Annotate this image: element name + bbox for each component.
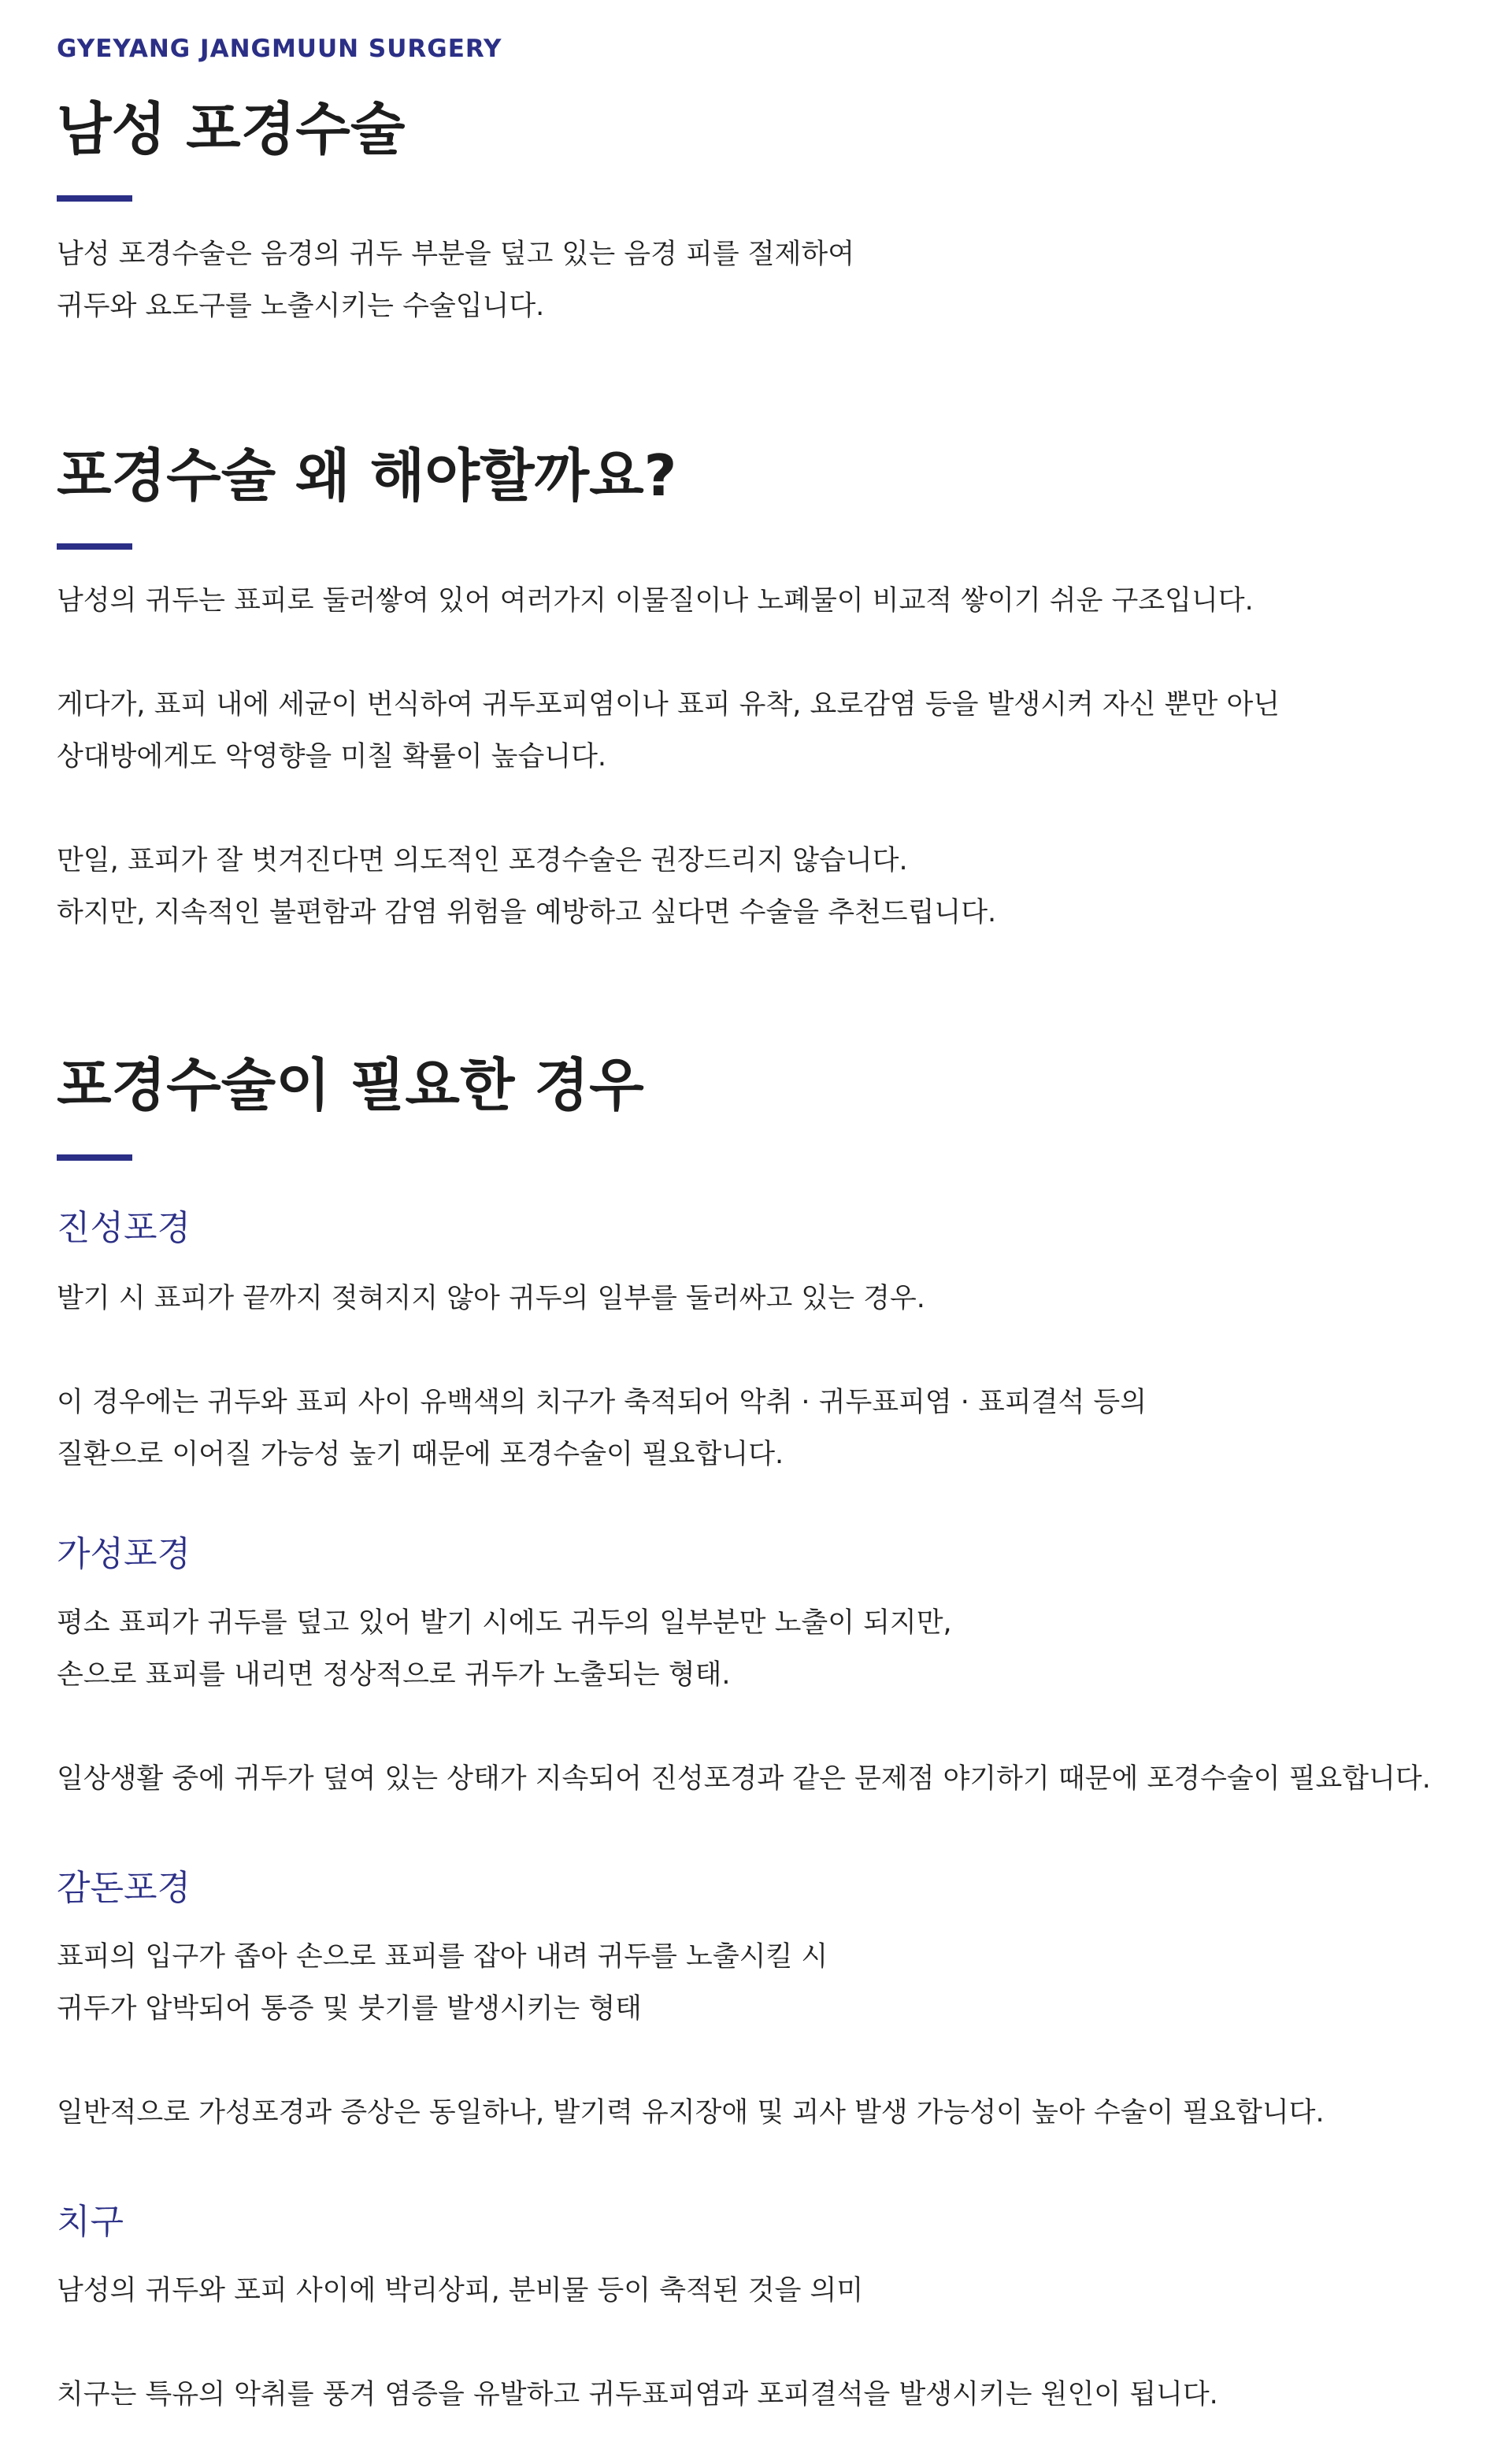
case1-paragraph-1 [57, 1273, 925, 1325]
section-title-why: 포경수술 왜 해야할까요? [57, 443, 677, 509]
text-line: 평소 표피가 귀두를 덮고 있어 발기 시에도 귀두의 일부분만 노출이 되지만, [57, 1607, 952, 1639]
section-title-male-circumcision: 남성 포경수술 [57, 96, 406, 162]
text-line: 남성 포경수술은 음경의 귀두 부분을 덮고 있는 음경 피를 절제하여 [57, 239, 855, 270]
case3-paragraph-2 [57, 2087, 1325, 2139]
case2-paragraph-1 [57, 1597, 952, 1701]
text-line: 귀두가 압박되어 통증 및 붓기를 발생시키는 형태 [57, 1993, 642, 2025]
text-line: 하지만, 지속적인 불편함과 감염 위험을 예방하고 싶다면 수술을 추천드립니다. [57, 897, 997, 928]
section-title-cases: 포경수술이 필요한 경우 [57, 1052, 644, 1118]
text-line: 상대방에게도 악영향을 미칠 확률이 높습니다. [57, 741, 607, 773]
accent-bar [57, 543, 132, 550]
text-line: 남성의 귀두는 표피로 둘러쌓여 있어 여러가지 이물질이나 노폐물이 비교적 쌓이기 쉬운 구조입니다. [57, 585, 1254, 617]
case-heading-smegma: 치구 [57, 2202, 124, 2242]
text-line: 일상생활 중에 귀두가 덮여 있는 상태가 지속되어 진성포경과 같은 문제점 야기하기 때문에 포경수술이 필요합니다. [57, 1763, 1431, 1795]
case-heading-true-phimosis: 진성포경 [57, 1208, 191, 1248]
text-line: 발기 시 표피가 끝까지 젖혀지지 않아 귀두의 일부를 둘러싸고 있는 경우. [57, 1283, 925, 1314]
case3-paragraph-1 [57, 1931, 828, 2035]
text-line: 치구는 특유의 악취를 풍겨 염증을 유발하고 귀두표피염과 포피결석을 발생시키는 원인이 됩니다. [57, 2379, 1218, 2410]
text-line: 손으로 표피를 내리면 정상적으로 귀두가 노출되는 형태. [57, 1659, 731, 1691]
text-line: 표피의 입구가 좁아 손으로 표피를 잡아 내려 귀두를 노출시킬 시 [57, 1941, 828, 1973]
accent-bar [57, 195, 132, 202]
brand-name: GYEYANG JANGMUUN SURGERY [57, 35, 502, 63]
case-heading-pseudo-phimosis: 가성포경 [57, 1534, 191, 1574]
accent-bar [57, 1154, 132, 1161]
case2-paragraph-2 [57, 1753, 1431, 1805]
text-line: 남성의 귀두와 포피 사이에 박리상피, 분비물 등이 축적된 것을 의미 [57, 2275, 864, 2307]
text-line: 이 경우에는 귀두와 표피 사이 유백색의 치구가 축적되어 악취 · 귀두표피염 · 표피결석 등의 [57, 1387, 1147, 1418]
case1-paragraph-2 [57, 1377, 1147, 1480]
section2-paragraph-3 [57, 835, 996, 939]
text-line: 만일, 표피가 잘 벗겨진다면 의도적인 포경수술은 권장드리지 않습니다. [57, 845, 908, 876]
case-heading-paraphimosis: 감돈포경 [57, 1868, 191, 1908]
case4-paragraph-2 [57, 2369, 1218, 2421]
text-line: 게다가, 표피 내에 세균이 번식하여 귀두포피염이나 표피 유착, 요로감염 등을 발생시켜 자신 뿐만 아닌 [57, 689, 1280, 721]
text-line: 질환으로 이어질 가능성 높기 때문에 포경수술이 필요합니다. [57, 1439, 784, 1470]
section2-paragraph-2 [57, 679, 1280, 783]
section1-paragraph [57, 228, 854, 332]
text-line: 일반적으로 가성포경과 증상은 동일하나, 발기력 유지장애 및 괴사 발생 가능성이 높아 수술이 필요합니다. [57, 2097, 1325, 2129]
section2-paragraph-1 [57, 575, 1254, 627]
text-line: 귀두와 요도구를 노출시키는 수술입니다. [57, 291, 545, 322]
case4-paragraph-1 [57, 2265, 863, 2317]
